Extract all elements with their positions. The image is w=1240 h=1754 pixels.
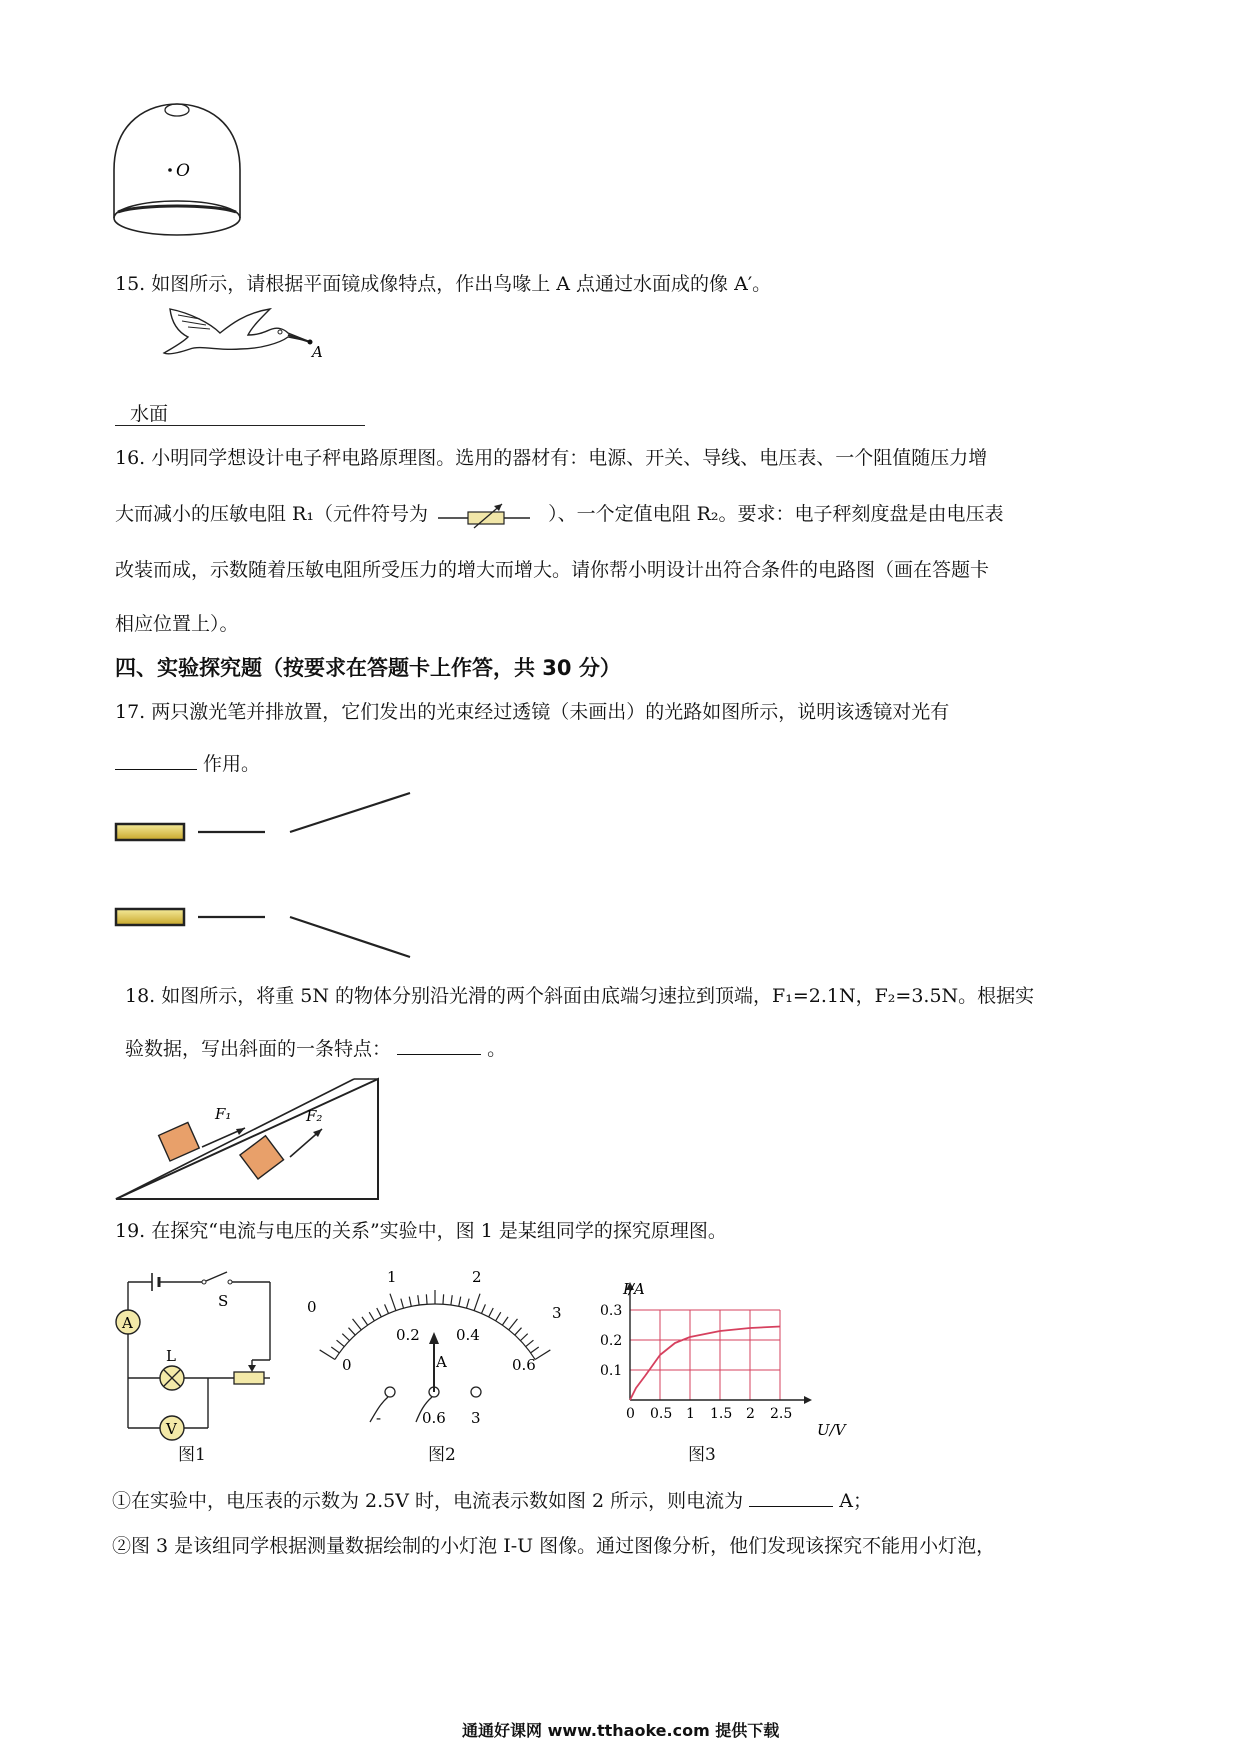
q14-point-o-label: O bbox=[176, 161, 190, 181]
dial-tick bbox=[515, 1328, 522, 1335]
dial-tick bbox=[496, 1312, 501, 1321]
q18-answer-blank[interactable] bbox=[397, 1030, 481, 1055]
page-footer: 通通好课网 www.tthaoke.com 提供下载 bbox=[462, 1721, 780, 1740]
section-4-heading: 四、实验探究题（按要求在答题卡上作答，共 30 分） bbox=[115, 656, 621, 680]
q18-line-1: 18. 如图所示，将重 5N 的物体分别沿光滑的两个斜面由底端匀速拉到顶端，F₁=2.1N，F₂=3.5N。根据实 bbox=[125, 985, 1035, 1007]
q18-line-2 bbox=[125, 1030, 506, 1065]
ammeter-label: A bbox=[122, 1314, 133, 1332]
q16-line-1: 16. 小明同学想设计电子秤电路原理图。选用的器材有：电源、开关、导线、电压表、一个阻值随压力增 bbox=[115, 447, 988, 469]
q15-question: 15. 如图所示，请根据平面镜成像特点，作出鸟喙上 A 点通过水面成的像 A′。 bbox=[115, 273, 772, 295]
varistor-symbol-icon bbox=[438, 500, 538, 530]
q19-sub-2: ②图 3 是该组同学根据测量数据绘制的小灯泡 I-U 图像。通过图像分析，他们发现该探究不能用小灯泡， bbox=[112, 1535, 996, 1557]
fig3-caption: 图3 bbox=[688, 1445, 716, 1465]
terminal-3: 3 bbox=[471, 1409, 481, 1427]
f2-label: F₂ bbox=[306, 1107, 323, 1125]
dial-tick bbox=[531, 1347, 539, 1353]
x-axis-arrow bbox=[804, 1396, 812, 1404]
dial-tick bbox=[489, 1308, 494, 1317]
bottom-scale-0.2: 0.2 bbox=[396, 1326, 420, 1344]
x-tick-label: 2 bbox=[746, 1406, 755, 1422]
dial-tick bbox=[337, 1340, 345, 1346]
f1-label: F₁ bbox=[215, 1105, 232, 1123]
q15-point-a-label: A bbox=[312, 343, 323, 361]
dial-tick bbox=[390, 1294, 396, 1311]
bottom-scale-0: 0 bbox=[342, 1356, 352, 1374]
dial-tick bbox=[348, 1328, 355, 1335]
water-surface-label: 水面 bbox=[130, 403, 169, 425]
fig1-circuit bbox=[112, 1268, 282, 1438]
q16-line-3: 改装而成，示数随着压敏电阻所受压力的增大而增大。请你帮小明设计出符合条件的电路图（画在答题卡 bbox=[115, 559, 990, 581]
dial-tick bbox=[535, 1350, 550, 1360]
q14-bell-jar-figure bbox=[110, 100, 245, 240]
laser-pen-bottom bbox=[116, 909, 184, 925]
q19-sub-1-text: ①在实验中，电压表的示数为 2.5V 时，电流表示数如图 2 所示，则电流为 bbox=[112, 1490, 744, 1512]
dial-tick bbox=[481, 1304, 485, 1313]
dial-tick bbox=[502, 1317, 508, 1325]
top-scale-0: 0 bbox=[307, 1298, 317, 1316]
dial-tick bbox=[401, 1299, 404, 1309]
bottom-scale-0.6: 0.6 bbox=[512, 1356, 536, 1374]
chart-y-label: I/A bbox=[623, 1280, 645, 1298]
dial-unit: A bbox=[436, 1353, 447, 1371]
y-tick-label: 0.2 bbox=[600, 1333, 623, 1349]
top-scale-1: 1 bbox=[387, 1268, 397, 1286]
dial-tick bbox=[526, 1340, 534, 1346]
q19-sub-1-unit: A； bbox=[839, 1490, 873, 1512]
lamp-label: L bbox=[166, 1347, 176, 1365]
x-tick-label: 0 bbox=[626, 1406, 635, 1422]
dial-tick bbox=[320, 1350, 335, 1360]
water-surface-line bbox=[115, 425, 365, 426]
q17-line-1: 17. 两只激光笔并排放置，它们发出的光束经过透镜（未画出）的光路如图所示，说明该透镜对光有 bbox=[115, 701, 950, 723]
fig1-caption: 图1 bbox=[178, 1445, 206, 1465]
switch-label: S bbox=[218, 1292, 229, 1310]
top-scale-3: 3 bbox=[552, 1304, 562, 1322]
dial-tick bbox=[520, 1334, 527, 1341]
top-scale-2: 2 bbox=[472, 1268, 482, 1286]
fig2-ammeter-dial bbox=[300, 1262, 570, 1442]
y-tick-label: 0.1 bbox=[600, 1363, 623, 1379]
chart-grid bbox=[630, 1310, 780, 1400]
laser-pen-top bbox=[116, 824, 184, 840]
dial-tick bbox=[466, 1299, 469, 1309]
q19-current-blank[interactable] bbox=[749, 1482, 833, 1507]
q17-line-2 bbox=[115, 745, 260, 780]
q16-line-2-a: 大而减小的压敏电阻 R₁（元件符号为 bbox=[115, 503, 428, 525]
dial-tick bbox=[474, 1294, 480, 1311]
chart-axes bbox=[626, 1282, 812, 1404]
q17-laser-figure bbox=[110, 785, 420, 975]
dial-tick bbox=[426, 1294, 427, 1304]
dial-tick bbox=[362, 1317, 368, 1325]
series-line bbox=[630, 1327, 780, 1401]
q18-line-2-end: 。 bbox=[487, 1038, 507, 1060]
dial-tick bbox=[369, 1312, 374, 1321]
q18-incline-figure bbox=[110, 1075, 390, 1205]
q19-question: 19. 在探究“电流与电压的关系”实验中，图 1 是某组同学的探究原理图。 bbox=[115, 1220, 727, 1242]
x-tick-label: 2.5 bbox=[770, 1406, 793, 1422]
dial-tick bbox=[353, 1319, 362, 1330]
rheostat-icon bbox=[234, 1372, 264, 1384]
dial-tick bbox=[418, 1295, 419, 1305]
x-tick-label: 1.5 bbox=[710, 1406, 733, 1422]
x-tick-label: 1 bbox=[686, 1406, 695, 1422]
fig3-iu-chart bbox=[585, 1280, 855, 1445]
q17-answer-blank[interactable] bbox=[115, 745, 197, 770]
q17-line-2-text: 作用。 bbox=[203, 753, 261, 775]
y-tick-label: 0.3 bbox=[600, 1303, 623, 1319]
dial-tick bbox=[443, 1294, 444, 1304]
chart-series bbox=[630, 1327, 780, 1401]
voltmeter-label: V bbox=[166, 1420, 177, 1438]
chart-ticks bbox=[600, 1303, 792, 1422]
chart-x-label: U/V bbox=[817, 1421, 846, 1439]
dial-tick bbox=[451, 1295, 452, 1305]
x-tick-label: 0.5 bbox=[650, 1406, 673, 1422]
dial-tick bbox=[409, 1297, 411, 1307]
dial-tick bbox=[459, 1297, 461, 1307]
q18-line-2-text: 验数据，写出斜面的一条特点： bbox=[125, 1038, 392, 1060]
terminal-0.6: 0.6 bbox=[422, 1409, 446, 1427]
q16-line-4: 相应位置上）。 bbox=[115, 613, 239, 635]
dial-tick bbox=[331, 1347, 339, 1353]
q16-line-2 bbox=[115, 498, 1004, 530]
bottom-scale-0.4: 0.4 bbox=[456, 1326, 480, 1344]
dial-tick bbox=[342, 1334, 349, 1341]
q19-sub-1 bbox=[112, 1482, 872, 1517]
dial-tick bbox=[377, 1308, 382, 1317]
dial-tick bbox=[385, 1304, 389, 1313]
terminal-neg: - bbox=[376, 1409, 382, 1427]
fig2-caption: 图2 bbox=[428, 1445, 456, 1465]
dial-tick bbox=[509, 1319, 518, 1330]
q16-line-2-b: ）、一个定值电阻 R₂。要求：电子秤刻度盘是由电压表 bbox=[548, 503, 1004, 525]
q15-bird-figure bbox=[160, 305, 323, 375]
